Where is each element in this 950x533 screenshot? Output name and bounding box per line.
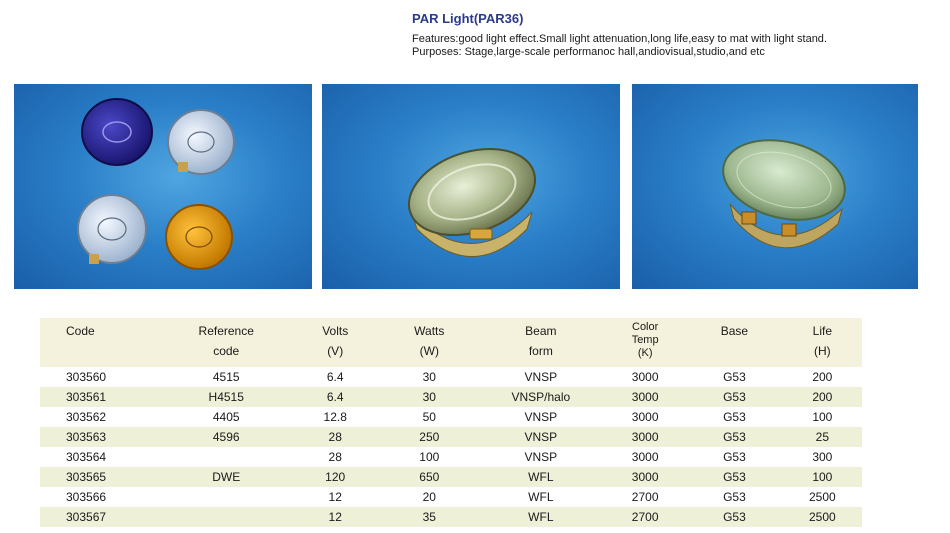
cell-code: 303566	[40, 487, 163, 507]
table-row	[40, 387, 862, 407]
cell-watts: 30	[381, 387, 478, 407]
cell-color: 3000	[604, 447, 686, 467]
cell-volts: 120	[289, 467, 381, 487]
table-header-row	[40, 318, 862, 367]
header-base: Base	[686, 318, 782, 367]
cell-watts: 650	[381, 467, 478, 487]
photo-colored-lamps	[14, 84, 312, 289]
cell-ref: DWE	[163, 467, 289, 487]
cell-life: 200	[783, 367, 862, 387]
cell-base: G53	[686, 487, 782, 507]
cell-ref	[163, 487, 289, 507]
cell-watts: 100	[381, 447, 478, 467]
cell-volts: 28	[289, 427, 381, 447]
cell-ref: 4596	[163, 427, 289, 447]
page-title: PAR Light(PAR36)	[412, 11, 524, 26]
cell-volts: 12	[289, 507, 381, 527]
cell-watts: 50	[381, 407, 478, 427]
cell-code: 303563	[40, 427, 163, 447]
header-volts: Volts (V)	[289, 318, 381, 367]
cell-color: 3000	[604, 407, 686, 427]
cell-ref: 4515	[163, 367, 289, 387]
cell-color: 3000	[604, 467, 686, 487]
cell-color: 2700	[604, 507, 686, 527]
header-color-temp: Color Temp (K)	[604, 318, 686, 367]
cell-ref	[163, 507, 289, 527]
cell-base: G53	[686, 387, 782, 407]
cell-beam: VNSP/halo	[478, 387, 605, 407]
purposes-text: Purposes: Stage,large-scale performanoc hall,andiovisual,studio,and etc	[412, 46, 765, 58]
cell-beam: VNSP	[478, 407, 605, 427]
table-row	[40, 367, 862, 387]
cell-code: 303564	[40, 447, 163, 467]
cell-ref	[163, 447, 289, 467]
table-row	[40, 467, 862, 487]
cell-watts: 30	[381, 367, 478, 387]
cell-volts: 6.4	[289, 367, 381, 387]
table-row	[40, 447, 862, 467]
photo-clear-lamp	[322, 84, 620, 289]
cell-life: 2500	[783, 507, 862, 527]
spec-table	[40, 318, 862, 527]
cell-color: 3000	[604, 427, 686, 447]
cell-watts: 35	[381, 507, 478, 527]
header-watts: Watts (W)	[381, 318, 478, 367]
cell-beam: VNSP	[478, 447, 605, 467]
cell-base: G53	[686, 427, 782, 447]
cell-beam: WFL	[478, 467, 605, 487]
cell-life: 100	[783, 467, 862, 487]
photo-frosted-lamp	[632, 84, 918, 289]
cell-life: 25	[783, 427, 862, 447]
cell-ref: H4515	[163, 387, 289, 407]
cell-watts: 20	[381, 487, 478, 507]
cell-color: 3000	[604, 367, 686, 387]
header-life: Life (H)	[783, 318, 862, 367]
cell-code: 303567	[40, 507, 163, 527]
table-row	[40, 507, 862, 527]
cell-ref: 4405	[163, 407, 289, 427]
table-row	[40, 427, 862, 447]
header-beam: Beam form	[478, 318, 605, 367]
cell-beam: VNSP	[478, 427, 605, 447]
cell-watts: 250	[381, 427, 478, 447]
cell-base: G53	[686, 407, 782, 427]
table-row	[40, 487, 862, 507]
cell-beam: WFL	[478, 507, 605, 527]
header-reference: Reference code	[163, 318, 289, 367]
cell-base: G53	[686, 367, 782, 387]
cell-base: G53	[686, 507, 782, 527]
cell-base: G53	[686, 467, 782, 487]
cell-code: 303560	[40, 367, 163, 387]
cell-life: 300	[783, 447, 862, 467]
cell-volts: 12.8	[289, 407, 381, 427]
cell-life: 100	[783, 407, 862, 427]
cell-volts: 6.4	[289, 387, 381, 407]
cell-color: 2700	[604, 487, 686, 507]
cell-volts: 28	[289, 447, 381, 467]
cell-beam: WFL	[478, 487, 605, 507]
header-code: Code	[40, 318, 163, 367]
cell-life: 2500	[783, 487, 862, 507]
cell-beam: VNSP	[478, 367, 605, 387]
cell-base: G53	[686, 447, 782, 467]
features-text: Features:good light effect.Small light attenuation,long life,easy to mat with light stand.	[412, 33, 827, 45]
cell-volts: 12	[289, 487, 381, 507]
cell-life: 200	[783, 387, 862, 407]
cell-code: 303565	[40, 467, 163, 487]
cell-code: 303562	[40, 407, 163, 427]
cell-code: 303561	[40, 387, 163, 407]
table-row	[40, 407, 862, 427]
cell-color: 3000	[604, 387, 686, 407]
